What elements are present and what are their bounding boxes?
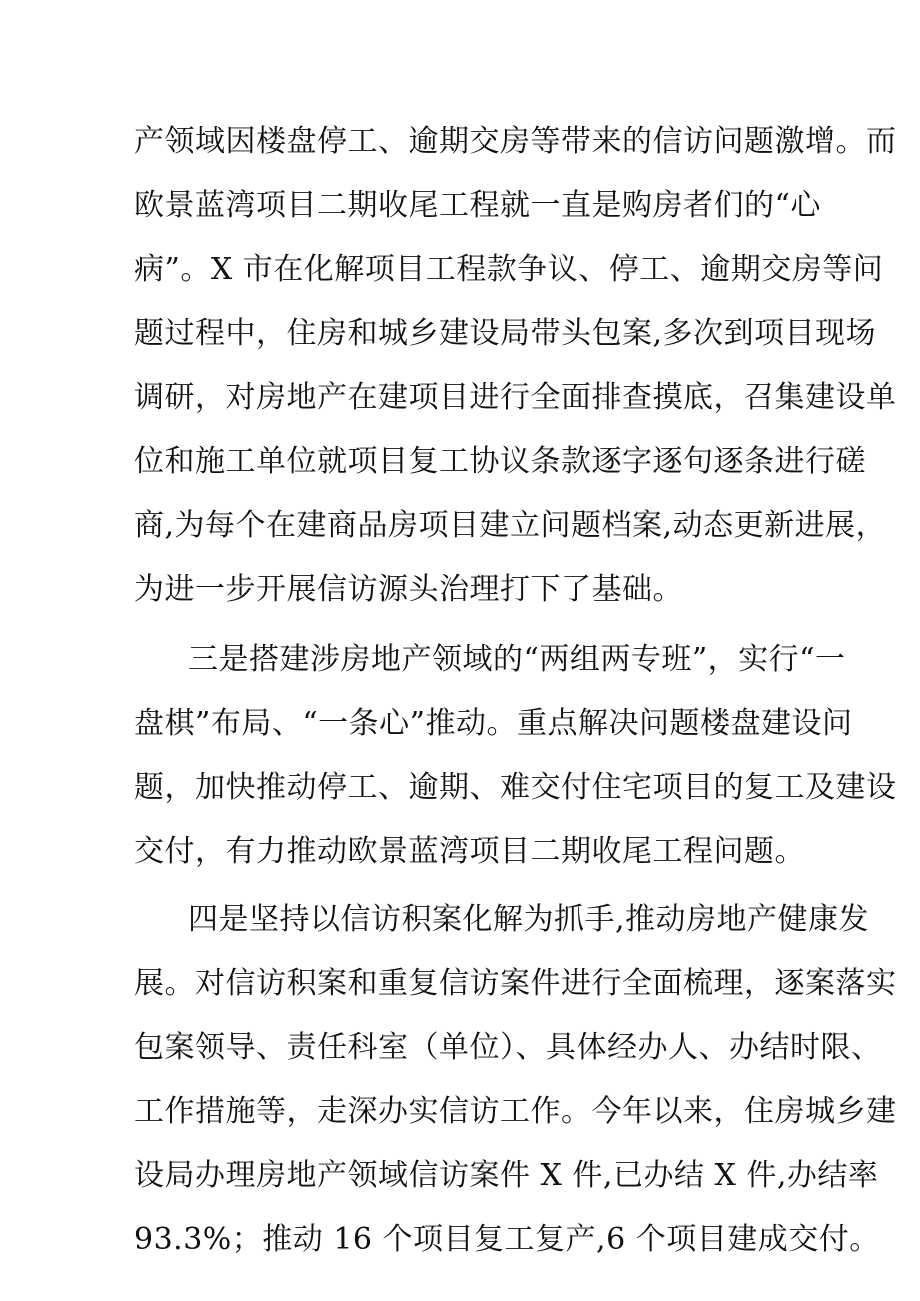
paragraph-3-line-5: 设局办理房地产领域信访案件 X 件,已办结 X 件,办结率	[134, 1158, 879, 1193]
paragraph-1-line-4: 题过程中，住房和城乡建设局带头包案,多次到项目现场	[134, 316, 877, 351]
paragraph-1-line-2: 欧景蓝湾项目二期收尾工程就一直是购房者们的“心	[134, 188, 821, 223]
paragraph-1-line-7: 商,为每个在建商品房项目建立问题档案,动态更新进展，	[134, 508, 887, 543]
paragraph-2-line-1: 三是搭建涉房地产领域的“两组两专班”，实行“一	[188, 642, 846, 677]
paragraph-1-line-1: 产领域因楼盘停工、逾期交房等带来的信访问题激增。而	[134, 124, 897, 159]
paragraph-1-line-8: 为进一步开展信访源头治理打下了基础。	[134, 572, 683, 607]
paragraph-3-line-4: 工作措施等，走深办实信访工作。今年以来，住房城乡建	[134, 1094, 897, 1129]
paragraph-3-line-2: 展。对信访积案和重复信访案件进行全面梳理，逐案落实	[134, 966, 897, 1001]
paragraph-2-line-4: 交付，有力推动欧景蓝湾项目二期收尾工程问题。	[134, 834, 805, 869]
paragraph-2-line-3: 题，加快推动停工、逾期、难交付住宅项目的复工及建设	[134, 770, 897, 805]
paragraph-3-line-1: 四是坚持以信访积案化解为抓手,推动房地产健康发	[188, 902, 870, 937]
paragraph-1-line-5: 调研，对房地产在建项目进行全面排查摸底，召集建设单	[134, 380, 897, 415]
paragraph-2-line-2: 盘棋”布局、“一条心”推动。重点解决问题楼盘建设问	[134, 706, 853, 741]
paragraph-1-line-3: 病”。X 市在化解项目工程款争议、停工、逾期交房等问	[134, 252, 884, 287]
paragraph-1-line-6: 位和施工单位就项目复工协议条款逐字逐句逐条进行磋	[134, 444, 866, 479]
paragraph-3-line-6: 93.3%；推动 16 个项目复工复产,6 个项目建成交付。	[134, 1222, 880, 1257]
paragraph-3-line-3: 包案领导、责任科室（单位）、具体经办人、办结时限、	[134, 1030, 882, 1065]
